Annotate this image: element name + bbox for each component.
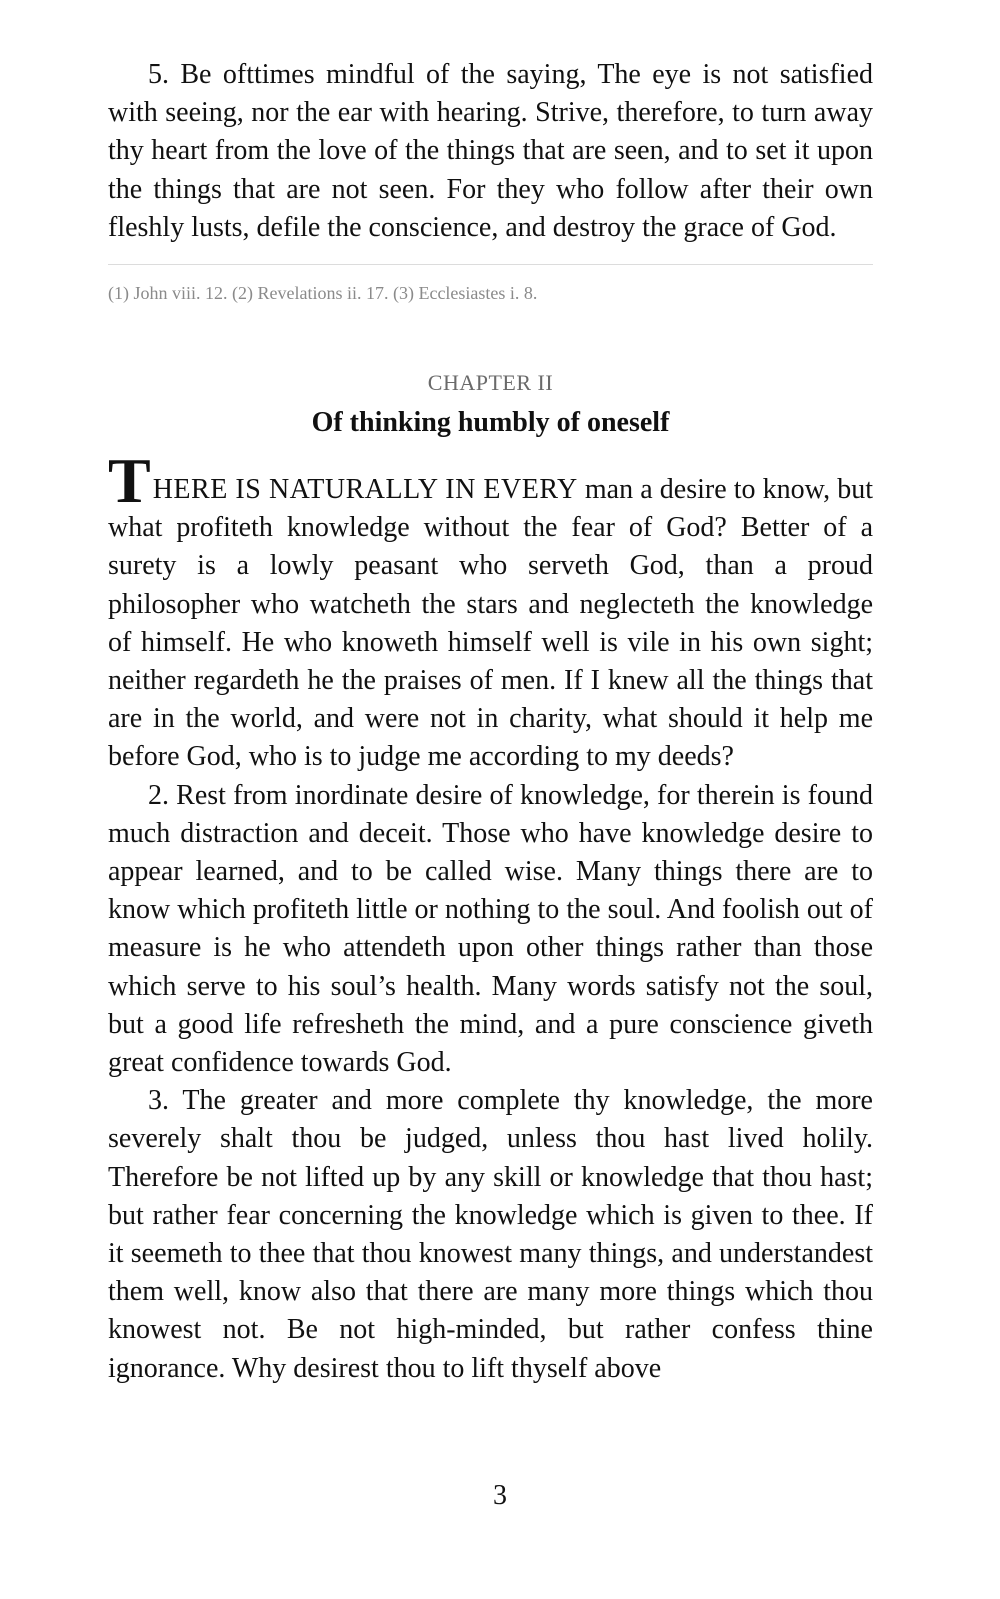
book-page bbox=[108, 56, 873, 1388]
paragraph-5: 5. Be ofttimes mindful of the saying, The eye is not satisfied with seeing, nor the ear with hearing. Strive, therefore, to turn away thy heart from the love of the things that are seen, and to set it upon the things that are not seen. For they who follow after their own fleshly lusts, defile the conscience, and destroy the grace of God. bbox=[108, 59, 873, 243]
footnote-divider bbox=[108, 264, 873, 265]
chapter-paragraph-2: 2. Rest from inordinate desire of knowledge, for therein is found much distraction and deceit. Those who have knowledge desire to appear learned, and to be called wise. Many things there are to know which profiteth little or nothing to the soul. And foolish out of measure is he who attendeth upon other things rather than those which serve to his soul’s health. Many words satisfy not the soul, but a good life refresheth the mind, and a pure conscience giveth great confidence towards God. bbox=[108, 779, 873, 1079]
chapter-paragraph-1 bbox=[108, 445, 874, 777]
opening-small-caps: HERE IS NATURALLY IN EVERY bbox=[152, 474, 578, 506]
drop-cap: T bbox=[108, 445, 151, 517]
chapter-paragraph-3: 3. The greater and more complete thy knowledge, the more severely shalt thou be judged, unless thou hast lived holily. Therefore be not lifted up by any skill or knowledge that thou hast; but rather fear concerning the knowledge which is given to thee. If it seemeth to thee that thou knowest many things, and understandest them well, know also that there are many more things which thou knowest not. Be not high-minded, but rather confess thine ignorance. Why desirest thou to lift thyself above bbox=[108, 1085, 873, 1384]
page-number: 3 bbox=[493, 1480, 507, 1511]
paragraph-1-text: man a desire to know, but what profiteth knowledge without the fear of God? Better of a surety is a lowly peasant who serveth God, than a proud philosopher who watcheth the stars and neglecteth the knowledge of himself. He who knoweth himself well is vile in his own sight; neither regardeth he the praises of men. If I knew all the things that are in the world, and were not in charity, what should it help me before God, who is to judge me according to my deeds? bbox=[108, 474, 874, 773]
chapter-number: CHAPTER II bbox=[427, 370, 554, 396]
chapter-title: Of thinking humbly of oneself bbox=[311, 407, 670, 439]
footnotes: (1) John viii. 12. (2) Revelations ii. 17. (3) Ecclesiastes i. 8. bbox=[108, 283, 538, 304]
